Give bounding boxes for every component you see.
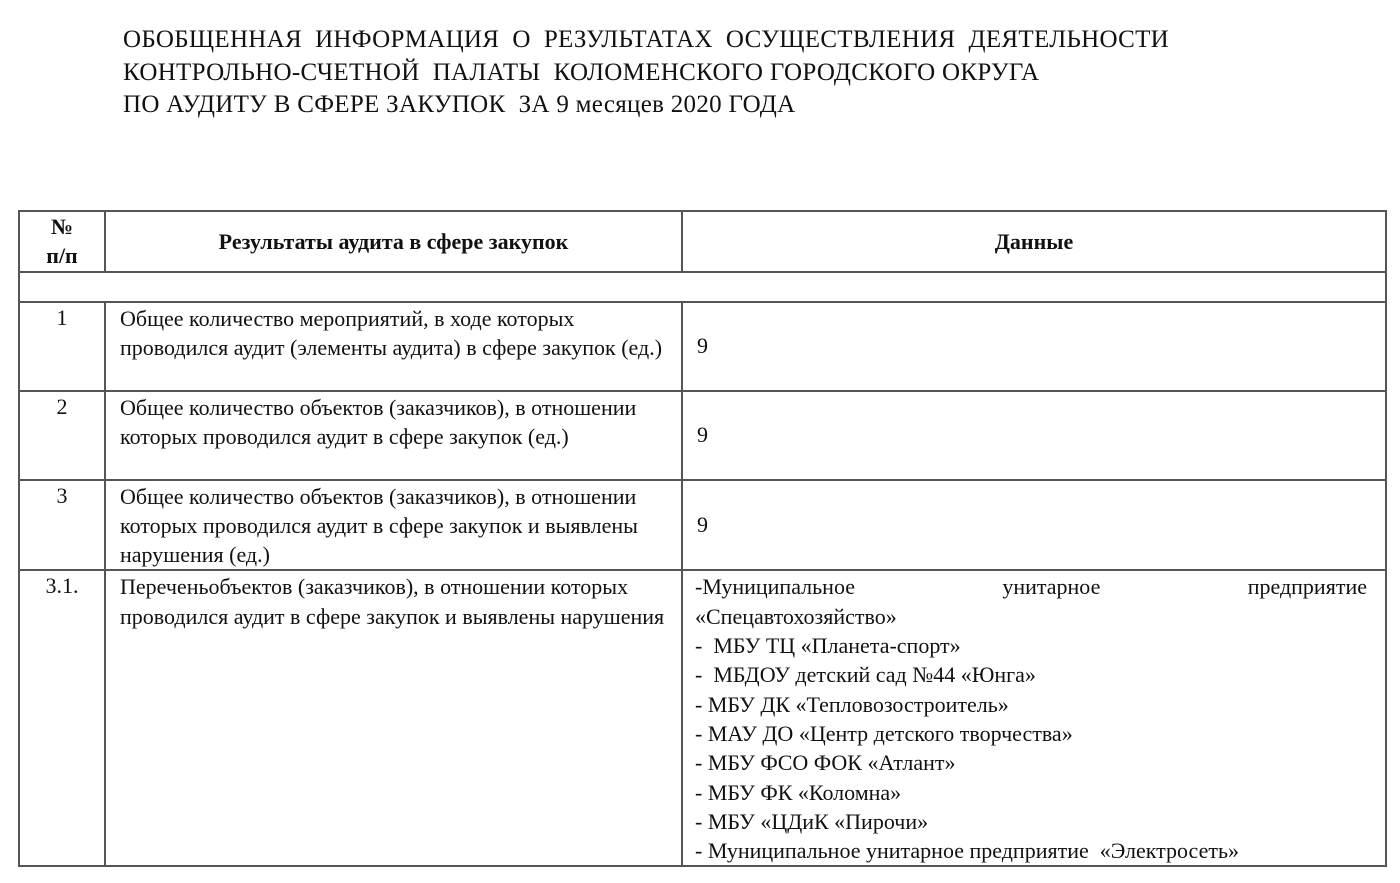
- header-number: [19, 211, 105, 272]
- row-number: 1: [19, 302, 105, 391]
- document-title: [123, 24, 1323, 122]
- row-description: Общее количество объектов (заказчиков), в отношении которых проводился аудит в сфере закупок (ед.): [105, 391, 682, 480]
- list-item-first: [695, 572, 1367, 601]
- list-item: - МБУ ДК «Тепловозостроитель»: [695, 691, 1009, 717]
- table-row-list: [19, 570, 1386, 866]
- row-number: 3.1.: [19, 570, 105, 866]
- row-description: Переченьобъектов (заказчиков), в отношении которых проводился аудит в сфере закупок и выявлены нарушения: [105, 570, 682, 866]
- list-item: - МАУ ДО «Центр детского творчества»: [695, 720, 1073, 746]
- list-item: - МБУ ТЦ «Планета-спорт»: [695, 633, 961, 659]
- row-value: 9: [682, 302, 1386, 391]
- empty-row: [19, 272, 1386, 302]
- header-number-line1: №: [50, 214, 74, 239]
- row-number: 2: [19, 391, 105, 480]
- table-row: [19, 480, 1386, 571]
- table-row: [19, 302, 1386, 391]
- list-item: - МБДОУ детский сад №44 «Юнга»: [695, 662, 1036, 688]
- list-item: - МБУ ФК «Коломна»: [695, 779, 902, 805]
- list-item-word: -Муниципальное: [695, 574, 855, 600]
- list-item-first-continuation: «Спецавтохозяйство»: [695, 603, 897, 629]
- title-line: КОНТРОЛЬНО-СЧЕТНОЙ ПАЛАТЫ КОЛОМЕНСКОГО ГОРОДСКОГО ОКРУГА: [123, 58, 1040, 86]
- row-value: 9: [682, 480, 1386, 571]
- header-data: Данные: [682, 211, 1386, 272]
- list-item: - Муниципальное унитарное предприятие «Электросеть»: [695, 838, 1239, 864]
- list-item: - МБУ ФСО ФОК «Атлант»: [695, 750, 956, 776]
- row-description: Общее количество объектов (заказчиков), в отношении которых проводился аудит в сфере закупок и выявлены нарушения (ед.): [105, 480, 682, 571]
- table-header-row: [19, 211, 1386, 272]
- empty-cell: [19, 272, 1386, 302]
- table-row: [19, 391, 1386, 480]
- title-line: ОБОБЩЕННАЯ ИНФОРМАЦИЯ О РЕЗУЛЬТАТАХ ОСУЩЕСТВЛЕНИЯ ДЕЯТЕЛЬНОСТИ: [123, 26, 1170, 53]
- list-item: - МБУ «ЦДиК «Пирочи»: [695, 808, 929, 834]
- row-value: 9: [682, 391, 1386, 480]
- header-results: Результаты аудита в сфере закупок: [105, 211, 682, 272]
- list-item-word: унитарное: [1002, 574, 1101, 600]
- violators-list: [682, 570, 1386, 866]
- row-description: Общее количество мероприятий, в ходе которых проводился аудит (элементы аудита) в сфере закупок (ед.): [105, 302, 682, 391]
- list-item-word: предприятие: [1247, 574, 1367, 600]
- header-number-line2: п/п: [46, 243, 78, 269]
- title-line: ПО АУДИТУ В СФЕРЕ ЗАКУПОК ЗА 9 месяцев 2020 ГОДА: [123, 91, 796, 118]
- audit-results-table: [18, 210, 1387, 867]
- row-number: 3: [19, 480, 105, 571]
